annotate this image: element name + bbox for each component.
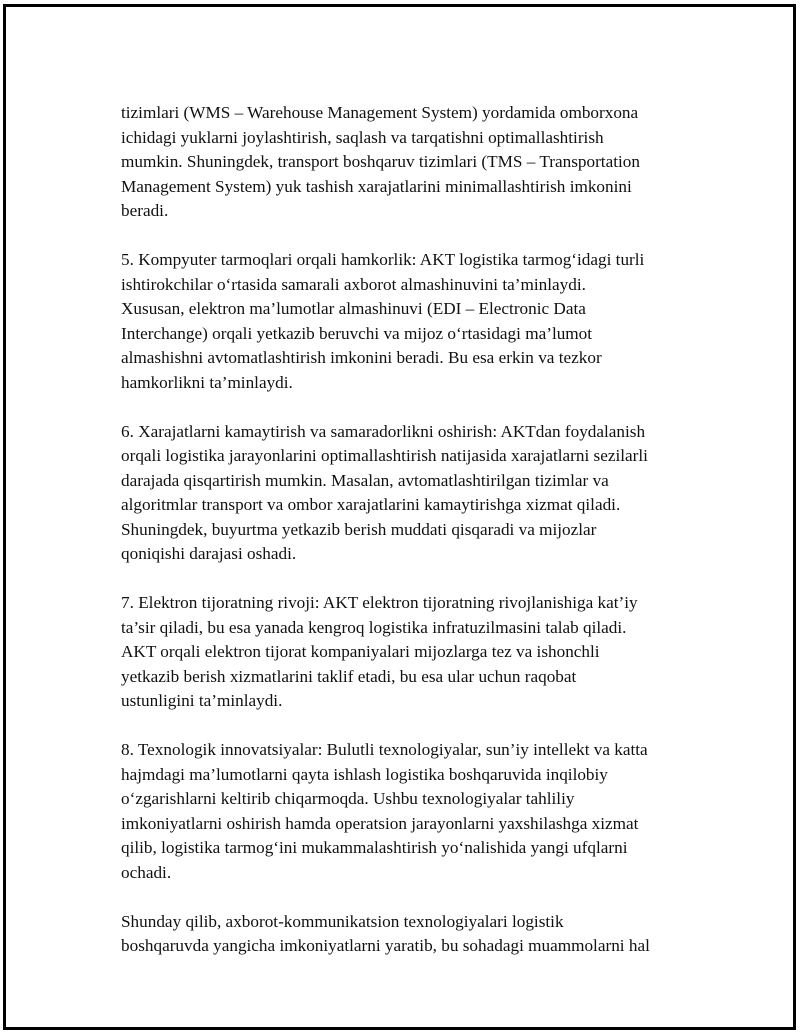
text-line: boshqaruvda yangicha imkoniyatlarni yaratib, bu sohadagi muammolarni hal — [121, 936, 650, 955]
text-line: yetkazib berish xizmatlarini taklif etadi, bu esa ular uchun raqobat — [121, 666, 577, 686]
text-line: imkoniyatlarni oshirish hamda operatsion jarayonlarni yaxshilashga xizmat — [121, 813, 639, 833]
text-line: qilib, logistika tarmog‘ini mukammalashtirish yo‘nalishida yangi ufqlarni — [121, 838, 628, 857]
text-line: AKT orqali elektron tijorat kompaniyalari mijozlarga tez va ishonchli — [121, 642, 600, 661]
text-line: Shuningdek, buyurtma yetkazib berish muddati qisqaradi va mijozlar — [121, 519, 597, 539]
text-line: ustunligini ta’minlaydi. — [121, 691, 283, 710]
text-line: ochadi. — [121, 862, 172, 882]
text-line: Xususan, elektron ma’lumotlar almashinuvi (EDI – Electronic Data — [121, 299, 586, 318]
text-line: 5. Kompyuter tarmoqlari orqali hamkorlik: AKT logistika tarmog‘idagi turli — [121, 250, 645, 269]
paragraph-intro-continuation — [121, 101, 701, 224]
text-line: ta’sir qiladi, bu esa yanada kengroq logistika infratuzilmasini talab qiladi. — [121, 617, 627, 637]
text-line: 6. Xarajatlarni kamaytirish va samaradorlikni oshirish: AKTdan foydalanish — [121, 421, 646, 441]
paragraph-item-8 — [121, 738, 701, 885]
paragraph-item-6 — [121, 420, 701, 567]
text-line: 8. Texnologik innovatsiyalar: Bulutli texnologiyalar, sun’iy intellekt va katta — [121, 740, 648, 759]
text-line: Shunday qilib, axborot-kommunikatsion texnologiyalari logistik — [121, 911, 564, 931]
paragraph-item-7 — [121, 591, 701, 714]
text-line: orqali logistika jarayonlarini optimallashtirish natijasida xarajatlarni sezilarli — [121, 446, 648, 465]
text-line: ishtirokchilar o‘rtasida samarali axborot almashinuvini ta’minlaydi. — [121, 274, 586, 294]
text-line: hamkorlikni ta’minlaydi. — [121, 372, 293, 392]
paragraph-item-5 — [121, 248, 701, 395]
document-body — [121, 101, 701, 983]
text-line: Management System) yuk tashish xarajatlarini minimallashtirish imkonini — [121, 176, 632, 196]
text-line: hajmdagi ma’lumotlarni qayta ishlash logistika boshqaruvida inqilobiy — [121, 764, 608, 784]
text-line: o‘zgarishlarni keltirib chiqarmoqda. Ushbu texnologiyalar tahliliy — [121, 789, 575, 808]
text-line: algoritmlar transport va ombor xarajatlarini kamaytirishga xizmat qiladi. — [121, 495, 621, 514]
text-line: darajada qisqartirish mumkin. Masalan, avtomatlashtirilgan tizimlar va — [121, 470, 609, 490]
text-line: qoniqishi darajasi oshadi. — [121, 544, 297, 563]
page-frame — [3, 4, 796, 1030]
text-line: tizimlari (WMS – Warehouse Management System) yordamida omborxona — [121, 103, 639, 122]
text-line: beradi. — [121, 201, 169, 220]
text-line: almashishni avtomatlashtirish imkonini beradi. Bu esa erkin va tezkor — [121, 348, 602, 367]
text-line: Interchange) orqali yetkazib beruvchi va mijoz o‘rtasidagi ma’lumot — [121, 323, 593, 343]
text-line: mumkin. Shuningdek, transport boshqaruv tizimlari (TMS – Transportation — [121, 152, 640, 171]
paragraph-conclusion — [121, 910, 701, 959]
text-line: 7. Elektron tijoratning rivoji: AKT elektron tijoratning rivojlanishiga kat’iy — [121, 593, 638, 612]
text-line: ichidagi yuklarni joylashtirish, saqlash va tarqatishni optimallashtirish — [121, 127, 604, 147]
